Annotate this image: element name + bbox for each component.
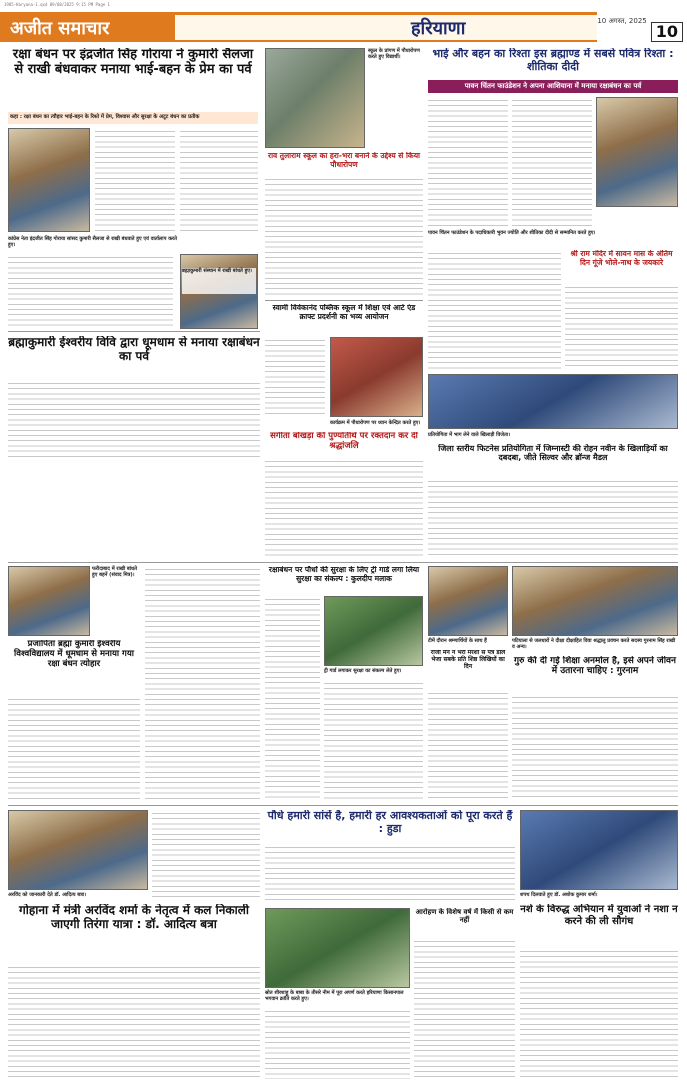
- story-1-body-col-1: [95, 128, 175, 232]
- story-12-body: [428, 690, 508, 801]
- story-1-photo: [8, 128, 90, 232]
- story-11-caption: ट्री गार्ड लगाकर सुरक्षा का संकल्प लेते हुए।: [324, 668, 402, 674]
- issue-date: 10 अगस्त, 2025: [597, 17, 647, 25]
- story-10-heading: [8, 640, 140, 692]
- page-number: 10: [651, 22, 683, 42]
- story-13-photo: [512, 566, 678, 636]
- story-8-headline: संगीता बोखड़ा की पुण्यतिथि पर रक्तदान कर दी श्रद्धांजलि: [270, 432, 418, 451]
- print-slug: 1985-Haryana-1.qxd 09/08/2025 9:15 PM Page 1: [4, 2, 110, 7]
- story-12-photo: [428, 566, 508, 636]
- story-17-photo: [520, 810, 678, 890]
- story-2-body-col-1: [428, 97, 508, 227]
- story-2-body-col-2: [512, 97, 592, 227]
- story-4-heading: [565, 250, 678, 280]
- story-12-heading: [428, 650, 508, 686]
- divider: [8, 562, 678, 563]
- story-16-body-col-2: [8, 964, 260, 1079]
- story-7-photo: [330, 337, 423, 417]
- story-11-photo: [324, 596, 423, 666]
- story-6-body: [265, 337, 325, 417]
- story-1-body-col-2: [180, 128, 258, 232]
- story-3-heading: [265, 152, 423, 172]
- story-2-caption: पावन चिंतन फाउंडेशन के पदाधिकारी भुवन ज्योति और शीतिका दीदी से सम्मानित करते हुए।: [428, 230, 596, 236]
- story-10-body: [8, 696, 140, 801]
- paper-name: अजीत समाचार: [0, 12, 175, 42]
- story-5-heading: [8, 336, 260, 376]
- story-3-photo: [265, 48, 365, 148]
- story-12-caption: टीमें दौरान श्रम्णार्थियों के साथ हैं: [428, 638, 487, 644]
- story-10-photo: [8, 566, 90, 636]
- story-11-headline: रक्षाबंधन पर पौधों की सुरक्षा के लिए ट्री गार्ड लगा लिया सुरक्षा का संकल्प : कुलदीप मलाक: [268, 566, 420, 583]
- story-11-body-col-2: [324, 680, 423, 801]
- story-9-caption: प्रतियोगिता में भाग लेने वाले खिलाड़ी विजेता।: [428, 432, 510, 438]
- story-4-body: [565, 284, 678, 370]
- story-10-headline: प्रजापिता ब्रह्मा कुमारी ईश्वरीय विश्वविद्यालय में धूमधाम से मनाया गया रक्षा बंधन त्योहार: [14, 640, 134, 669]
- story-2-heading: [428, 48, 678, 78]
- story-8-heading: [265, 432, 423, 454]
- section-title: हरियाणा: [411, 17, 466, 39]
- divider: [8, 805, 678, 806]
- story-2-headline: भाई और बहन का रिश्ता इस ब्रह्माण्ड में सबसे पवित्र रिश्ता : शीतिका दीदी: [432, 48, 674, 73]
- story-6-heading: [265, 304, 423, 334]
- story-14-headline: पौधे हमारी सांसें है, हमारी हर आवश्यकताओं को पूरा करते हैं : हुडा: [267, 810, 513, 835]
- story-16-caption: अरविंद को जानकारी देते डॉ. आदित्य बत्रा।: [8, 892, 87, 898]
- story-1-heading: [8, 48, 258, 108]
- story-1-kicker-band: [8, 112, 258, 124]
- story-11-body-col-1: [265, 596, 320, 801]
- story-11-heading: [265, 566, 423, 592]
- section-band: [175, 12, 597, 42]
- story-16-heading: [8, 904, 260, 960]
- story-15-body: [414, 938, 515, 1079]
- story-14-photo: [265, 908, 410, 988]
- story-7-body: [145, 566, 260, 801]
- story-17-heading: [520, 904, 678, 944]
- story-14-heading: [265, 810, 515, 840]
- story-2-body-col-3: [428, 250, 561, 370]
- story-8-body: [265, 458, 423, 558]
- story-5-caption: ब्रह्माकुमारी संस्थान में राखी बांधते हुए।: [182, 268, 256, 294]
- story-1-kicker: कहा : रक्षा बंधन का त्यौहार भाई-बहन के रिश्ते में प्रेम, विश्वास और सुरक्षा के अटूट बंधन का प्रतीक: [10, 114, 200, 120]
- story-14-body-col-2: [265, 1008, 410, 1079]
- story-15-heading: [414, 908, 515, 934]
- story-1-body-col-3: [8, 254, 173, 329]
- story-2-kicker: पावन चिंतन फाउंडेशन ने अपना आशियाना में मनाया रक्षाबंधन का पर्व: [428, 80, 678, 93]
- story-13-headline: गुरु की दी गई शिक्षा अनमोल है, इसे अपने जीवन में उतारना चाहिए : गुरनाम: [513, 656, 677, 677]
- story-16-body-col-1: [152, 810, 260, 900]
- story-15-headline: आरोहण के विशेष वर्ष में किसी से कम नहीं: [415, 908, 514, 925]
- story-17-body: [520, 948, 678, 1079]
- story-6-headline: स्वामी विवेकानंद पब्लिक स्कूल में शिक्षा एवं आर्ट एंड क्राफ्ट प्रदर्शनी का भव्य आयोजन: [272, 304, 416, 321]
- story-16-headline: गोहाना में मंत्री अरविंद शर्मा के नेतृत्व में कल निकाली जाएगी तिरंगा यात्रा : डॉ. आदित्य बत्रा: [19, 904, 249, 931]
- story-9-heading: [428, 444, 678, 474]
- story-3-caption: स्कूल के प्रांगण में पौधारोपण करते हुए विद्यार्थी।: [368, 48, 420, 60]
- story-3-headline: राव तुलाराम स्कूल का हरा-भरा बनाने के उद्देश्य से किया पौधारोपण: [268, 152, 420, 169]
- story-9-headline: जिला स्तरीय फिटनेस प्रतियोगिता में जिम्नास्टी की रोहन नवीन के खिलाड़ियों का दबदबा, जीते सिल्वर और ब्रॉन्ज मैडल: [438, 444, 668, 463]
- story-13-caption: पटियाला से जलधारों ने दीक्षा दीक्षाहित विवा श्रद्धालु प्रवचन करते सदस्य गुरनाम सिंह राखी व अन्य।: [512, 638, 676, 650]
- story-4-headline: श्री राम मंदिर में सावन मास के अंतिम दिन गूंजे भोले-नाथ के जयकारे: [570, 250, 673, 267]
- story-13-heading: [512, 656, 678, 690]
- story-3-body: [265, 176, 423, 296]
- story-13-body: [512, 694, 678, 801]
- story-2-photo: [596, 97, 678, 207]
- story-17-caption: शपथ दिलवाते हुए डॉ. अशोक कुमार शर्मा।: [520, 892, 598, 898]
- masthead: [0, 12, 687, 42]
- story-1-headline: रक्षा बंधन पर इंद्रजीत सिंह गोराया ने कुमारी सैलजा से राखी बंधवाकर मनाया भाई-बहन के प्रेम का पर्व: [12, 48, 254, 77]
- story-10-caption: फरीदाबाद में राखी बांधते हुए बहनें (संवाद मित्र)।: [92, 566, 137, 578]
- story-14-caption: स्रोत शीरशाहू के बाबा के तीसरे नीम में पूरा अपर्ण करते हरियाणा किसानपाल भगवान क्रांति करते हुए।: [265, 990, 404, 1002]
- story-14-body-col-1: [265, 844, 515, 904]
- date-page: [597, 12, 687, 42]
- story-5-body: [8, 380, 260, 460]
- story-16-photo: [8, 810, 148, 890]
- story-1-caption: कांग्रेस नेता इंद्रजीत सिंह गोराया सांसद कुमारी सैलजा से राखी बंधवाते हुए एवं वार्तालाप करते हुए।: [8, 236, 177, 248]
- story-12-headline: राजी मैन ने भरी मरशा से पत्र डाले भेजा सबके प्रति शिष्ठ लिखियों का दिन: [430, 650, 506, 670]
- story-7-caption: कार्यक्रम में पौधारोपण पर ध्यान केन्द्रित करते हुए।: [330, 420, 421, 426]
- story-17-headline: नशे के विरुद्ध अभियान में युवाओं ने नशा न करने की ली सौगंध: [520, 904, 678, 927]
- divider: [265, 300, 423, 301]
- story-9-photo: [428, 374, 678, 429]
- story-5-headline: ब्रह्माकुमारी ईश्वरीय विवि द्वारा धूमधाम से मनाया रक्षाबंधन का पर्व: [8, 336, 260, 363]
- divider: [8, 331, 260, 332]
- story-9-body: [428, 478, 678, 558]
